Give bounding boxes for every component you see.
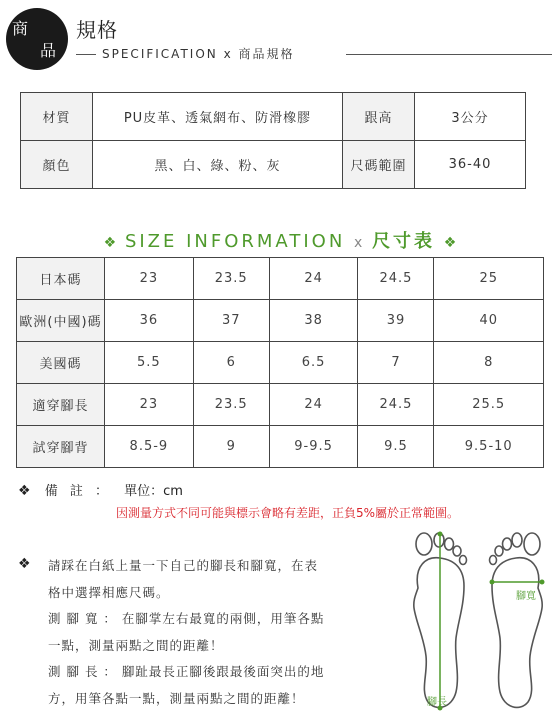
size-table-row <box>17 258 544 300</box>
material-value: PU皮革、透氣網布、防滑橡膠 <box>93 93 343 141</box>
size-cell: 23 <box>105 258 194 300</box>
size-cell: 38 <box>269 300 358 342</box>
size-table-row <box>17 426 544 468</box>
size-range-value: 36-40 <box>415 141 526 189</box>
size-cell: 23.5 <box>193 384 269 426</box>
color-label: 顏色 <box>21 141 93 189</box>
size-cell: 24.5 <box>358 258 434 300</box>
size-cell: 7 <box>358 342 434 384</box>
foot-width-label: 腳寬 <box>516 591 536 602</box>
header-title: 規格 <box>76 18 118 42</box>
foot-length-label: 腳長 <box>427 697 447 708</box>
instruction-line: 格中選擇相應尺碼。 <box>48 584 170 600</box>
size-row-label: 適穿腳長 <box>17 384 105 426</box>
size-info-heading <box>0 227 560 253</box>
header-subtitle-cn: 商品規格 <box>238 47 295 61</box>
diamond-icon: ❖ <box>443 235 457 251</box>
size-cell: 25 <box>434 258 544 300</box>
size-cell: 5.5 <box>105 342 194 384</box>
header-subtitle-en: SPECIFICATION <box>102 47 218 61</box>
spec-row <box>21 93 526 141</box>
size-cell: 24 <box>269 384 358 426</box>
size-cell: 9.5-10 <box>434 426 544 468</box>
size-cell: 6 <box>193 342 269 384</box>
size-info-title-en: SIZE INFORMATION <box>124 231 346 252</box>
size-table <box>16 257 544 468</box>
size-info-title-x: x <box>354 235 364 251</box>
feet-measure-diagram <box>398 526 558 718</box>
size-cell: 23 <box>105 384 194 426</box>
color-value: 黑、白、綠、粉、灰 <box>93 141 343 189</box>
size-cell: 39 <box>358 300 434 342</box>
size-cell: 24 <box>269 258 358 300</box>
heel-value: 3公分 <box>415 93 526 141</box>
size-cell: 6.5 <box>269 342 358 384</box>
instruction-line: 請踩在白紙上量一下自己的腳長和腳寬，在表 <box>48 558 319 573</box>
instructions <box>48 553 378 712</box>
size-cell: 23.5 <box>193 258 269 300</box>
diamond-icon: ❖ <box>103 235 117 251</box>
spec-table <box>20 92 526 189</box>
diamond-bullet-icon: ❖ <box>18 483 31 499</box>
size-row-label: 歐洲(中國)碼 <box>17 300 105 342</box>
size-cell: 8 <box>434 342 544 384</box>
instruction-line: 方，用筆各點一點，測量兩點之間的距離！ <box>48 690 305 706</box>
instruction-line: 測 腳 長 ： 腳趾最長正腳後跟最後面突出的地 <box>48 664 325 679</box>
size-cell: 36 <box>105 300 194 342</box>
note-unit: 單位：cm <box>124 484 183 499</box>
size-row-label: 日本碼 <box>17 258 105 300</box>
right-foot-icon <box>490 533 543 707</box>
size-row-label: 試穿腳背 <box>17 426 105 468</box>
header-divider-left <box>76 54 96 55</box>
heel-label: 跟高 <box>343 93 415 141</box>
size-cell: 40 <box>434 300 544 342</box>
size-cell: 24.5 <box>358 384 434 426</box>
size-row-label: 美國碼 <box>17 342 105 384</box>
diamond-bullet-icon: ❖ <box>18 556 31 572</box>
size-cell: 9 <box>193 426 269 468</box>
size-table-row <box>17 342 544 384</box>
header-badge-char-1: 商 <box>12 19 29 38</box>
note-row <box>18 480 183 499</box>
header-divider-right <box>346 54 552 55</box>
header-badge-char-2: 品 <box>40 41 57 60</box>
size-cell: 9-9.5 <box>269 426 358 468</box>
note-label: 備 註 ： <box>44 484 112 499</box>
instruction-line: 一點，測量兩點之間的距離！ <box>48 637 224 653</box>
note-warning: 因測量方式不同可能與標示會略有差距，正負5%屬於正常範圍。 <box>116 506 460 520</box>
size-table-row <box>17 384 544 426</box>
size-cell: 9.5 <box>358 426 434 468</box>
material-label: 材質 <box>21 93 93 141</box>
instruction-line: 測 腳 寬 ： 在腳掌左右最寬的兩側，用筆各點 <box>48 611 325 626</box>
size-range-label: 尺碼範圍 <box>343 141 415 189</box>
spec-row <box>21 141 526 189</box>
size-info-title-cn: 尺寸表 <box>372 231 436 252</box>
size-cell: 25.5 <box>434 384 544 426</box>
size-table-row <box>17 300 544 342</box>
size-cell: 37 <box>193 300 269 342</box>
size-cell: 8.5-9 <box>105 426 194 468</box>
header-subtitle-x: x <box>223 47 233 61</box>
header-subtitle <box>102 45 295 62</box>
